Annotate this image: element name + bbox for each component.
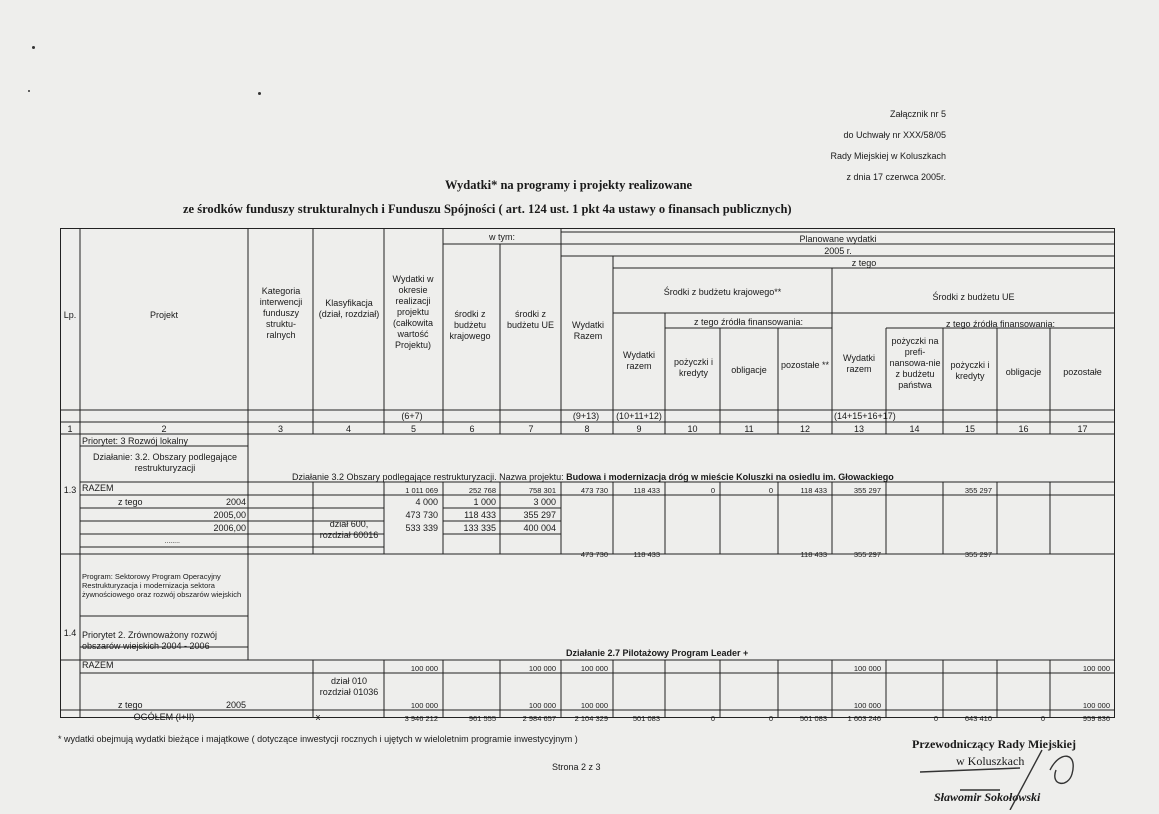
total-value: 501 083: [799, 714, 827, 723]
formula-c13: (14+15+16+17): [834, 411, 896, 421]
total-value: 0: [768, 714, 773, 723]
year-value: 400 004: [523, 523, 556, 533]
signature-place: w Koluszkach: [956, 754, 1025, 768]
attachment-line: z dnia 17 czerwca 2005r.: [846, 172, 946, 182]
lp-1-4: 1.4: [63, 628, 77, 638]
razem-value: 0: [710, 486, 715, 495]
handwritten-signature: [900, 740, 1100, 810]
page-number: Strona 2 z 3: [552, 762, 601, 772]
year-1-4: 2005: [225, 700, 246, 710]
header-z-tego: z tego: [851, 258, 877, 268]
total-value: 0: [933, 714, 938, 723]
column-number: 5: [410, 424, 416, 434]
column-number: 12: [799, 424, 810, 434]
header-kategoria: Kategoria interwencji funduszy struktu-ralnych: [259, 286, 303, 340]
dzialanie-1-4: Działanie 2.7 Pilotażowy Program Leader +: [566, 648, 749, 658]
scan-speck: [258, 92, 261, 95]
year-value: 3 000: [533, 497, 556, 507]
ogolem-x: x: [315, 712, 321, 722]
formula-c5: (6+7): [401, 411, 423, 421]
total-value: 0: [710, 714, 715, 723]
total-value: 2 104 329: [574, 714, 608, 723]
column-number: 16: [1018, 424, 1029, 434]
razem-value: 1 011 069: [405, 486, 438, 495]
header-wydatki-razem-kraj: Wydatki razem: [623, 350, 655, 371]
column-number: 11: [744, 424, 754, 434]
year-value: 118 433: [464, 510, 496, 520]
year-value: 100 000: [528, 701, 556, 710]
header-projekt: Projekt: [149, 310, 178, 320]
z-tego-1-3: z tego: [118, 497, 143, 507]
formula-c9: (10+11+12): [616, 411, 662, 421]
year-value: 100 000: [1082, 701, 1110, 710]
project-value: 118 433: [800, 550, 827, 559]
attachment-line: Rady Miejskiej w Koluszkach: [830, 151, 946, 161]
year-value: 100 000: [853, 701, 881, 710]
column-number: 2: [161, 424, 167, 434]
column-number: 1: [67, 424, 73, 434]
header-pozyczki-kredyty-ue: pożyczki i kredyty: [950, 360, 990, 381]
razem-value: 100 000: [580, 664, 608, 673]
project-line-1-3: [292, 472, 894, 483]
ogolem-label: OGÓŁEM (I+II): [133, 712, 195, 722]
scan-speck: [32, 46, 35, 49]
total-value: 961 555: [468, 714, 496, 723]
header-wydatki-okres: Wydatki w okresie realizacji projektu (całkowita wartość Projektu): [392, 274, 434, 350]
klasyfikacja-1-3: dział 600, rozdział 60016: [319, 519, 379, 540]
column-number: 3: [277, 424, 283, 434]
razem-value: 118 433: [633, 486, 660, 495]
year-2004: 2004: [225, 497, 246, 507]
header-srodki-ue: środki z budżetu UE: [506, 309, 555, 330]
project-dzialanie: Działanie 3.2 Obszary podlegające restrukturyzacji. Nazwa projektu:: [292, 472, 567, 482]
razem-value: 100 000: [853, 664, 881, 673]
lp-1-3: 1.3: [63, 485, 77, 495]
year-value: 133 335: [463, 523, 496, 533]
razem-value: 355 297: [964, 486, 992, 495]
header-pozyczki-kredyty: pożyczki i kredyty: [673, 357, 713, 378]
priorytet-1-4: Priorytet 2. Zrównoważony rozwój obszarów wiejskich 2004 - 2006: [82, 630, 218, 651]
year-value: 473 730: [405, 510, 438, 520]
header-wydatki-razem: Wydatki Razem: [572, 320, 604, 341]
project-value: 473 730: [580, 550, 608, 559]
total-value: 0: [1040, 714, 1045, 723]
total-value: 501 083: [632, 714, 660, 723]
year-2005: 2005,00: [213, 510, 246, 520]
signature-title: Przewodniczący Rady Miejskiej: [912, 737, 1076, 751]
header-pozostale-kraj: pozostałe **: [780, 360, 830, 370]
program-1-4: Program: Sektorowy Program Operacyjny Restrukturyzacja i modernizacja sektora żywnościowego oraz rozwój obszarów wiejskich: [82, 572, 242, 599]
attachment-line: do Uchwały nr XXX/58/05: [843, 130, 946, 140]
signature-name: Sławomir Sokołowski: [934, 790, 1041, 804]
priorytet-1-3: Priorytet: 3 Rozwój lokalny: [82, 436, 189, 446]
header-budzet-ue: Środki z budżetu UE: [932, 292, 1015, 302]
razem-label-1-3: RAZEM: [82, 483, 114, 493]
scan-speck: [28, 90, 30, 92]
header-lp: Lp.: [63, 310, 77, 320]
header-obligacje: obligacje: [731, 365, 767, 375]
razem-value: 118 433: [800, 486, 827, 495]
column-number: 6: [469, 424, 475, 434]
total-value: 643 410: [964, 714, 992, 723]
razem-value: 100 000: [410, 664, 438, 673]
razem-value: 100 000: [528, 664, 556, 673]
total-value: 2 984 657: [522, 714, 556, 723]
header-klasyfikacja: Klasyfikacja (dział, rozdział): [318, 298, 380, 319]
header-rok: 2005 r.: [824, 246, 852, 256]
razem-value: 473 730: [580, 486, 608, 495]
year-value: 4 000: [415, 497, 438, 507]
header-budzet-krajowy: Środki z budżetu krajowego**: [663, 287, 782, 297]
year-dots: ........: [164, 538, 180, 545]
header-pozyczki-prefin: pożyczki na prefi-nansowa-nie z budżetu państwa: [889, 336, 941, 390]
attachment-line: Załącznik nr 5: [889, 109, 946, 119]
razem-value: 252 768: [468, 486, 496, 495]
razem-value: 0: [768, 486, 773, 495]
attachment-note: [646, 104, 946, 188]
dzialanie-left-1-3: Działanie: 3.2. Obszary podlegające restrukturyzacji: [92, 452, 238, 473]
header-zrodla-ue: z tego źródła finansowania:: [945, 319, 1056, 329]
razem-value: 355 297: [853, 486, 881, 495]
year-value: 100 000: [580, 701, 608, 710]
column-number: 7: [528, 424, 534, 434]
project-value: 118 433: [633, 550, 660, 559]
total-value: 1 603 246: [847, 714, 881, 723]
z-tego-1-4: z tego: [118, 700, 143, 710]
column-number: 13: [853, 424, 864, 434]
column-number: 8: [584, 424, 590, 434]
header-srodki-krajowe: środki z budżetu krajowego: [449, 309, 491, 341]
column-number: 10: [687, 424, 698, 434]
razem-label-1-4: RAZEM: [82, 660, 114, 670]
total-value: 959 836: [1082, 714, 1110, 723]
year-value: 533 339: [405, 523, 438, 533]
project-value: 355 297: [964, 550, 992, 559]
document-title: Wydatki* na programy i projekty realizowane: [445, 178, 693, 192]
total-value: 3 946 212: [404, 714, 438, 723]
header-pozostale-ue: pozostałe: [1063, 367, 1102, 377]
razem-value: 758 301: [528, 486, 556, 495]
header-obligacje-ue: obligacje: [1005, 367, 1042, 377]
column-number: 4: [345, 424, 351, 434]
year-value: 100 000: [410, 701, 438, 710]
column-number: 9: [636, 424, 642, 434]
column-number: 17: [1077, 424, 1088, 434]
project-name: Budowa i modernizacja dróg w mieście Koluszki na osiedlu im. Głowackiego: [566, 472, 894, 482]
header-planowane: Planowane wydatki: [799, 234, 877, 244]
header-wydatki-razem-ue: Wydatki razem: [843, 353, 875, 374]
column-number: 15: [964, 424, 975, 434]
footnote: * wydatki obejmują wydatki bieżące i majątkowe ( dotyczące inwestycji rocznych i ujętych w wieloletnim programie inwestycyjnym ): [58, 734, 578, 744]
project-value: 355 297: [853, 550, 881, 559]
klasyfikacja-1-4: dział 010 rozdział 01036: [319, 676, 379, 697]
column-number: 14: [909, 424, 920, 434]
formula-c8: (9+13): [572, 411, 600, 421]
razem-value: 100 000: [1082, 664, 1110, 673]
year-2006: 2006,00: [213, 523, 246, 533]
year-value: 1 000: [473, 497, 496, 507]
document-subtitle: ze środków funduszy strukturalnych i Funduszu Spójności ( art. 124 ust. 1 pkt 4a ustawy o finansach publicznych): [183, 202, 792, 216]
header-w-tym: w tym:: [489, 232, 515, 242]
header-zrodla-kraj: z tego źródła finansowania:: [693, 317, 804, 327]
year-value: 355 297: [523, 510, 556, 520]
